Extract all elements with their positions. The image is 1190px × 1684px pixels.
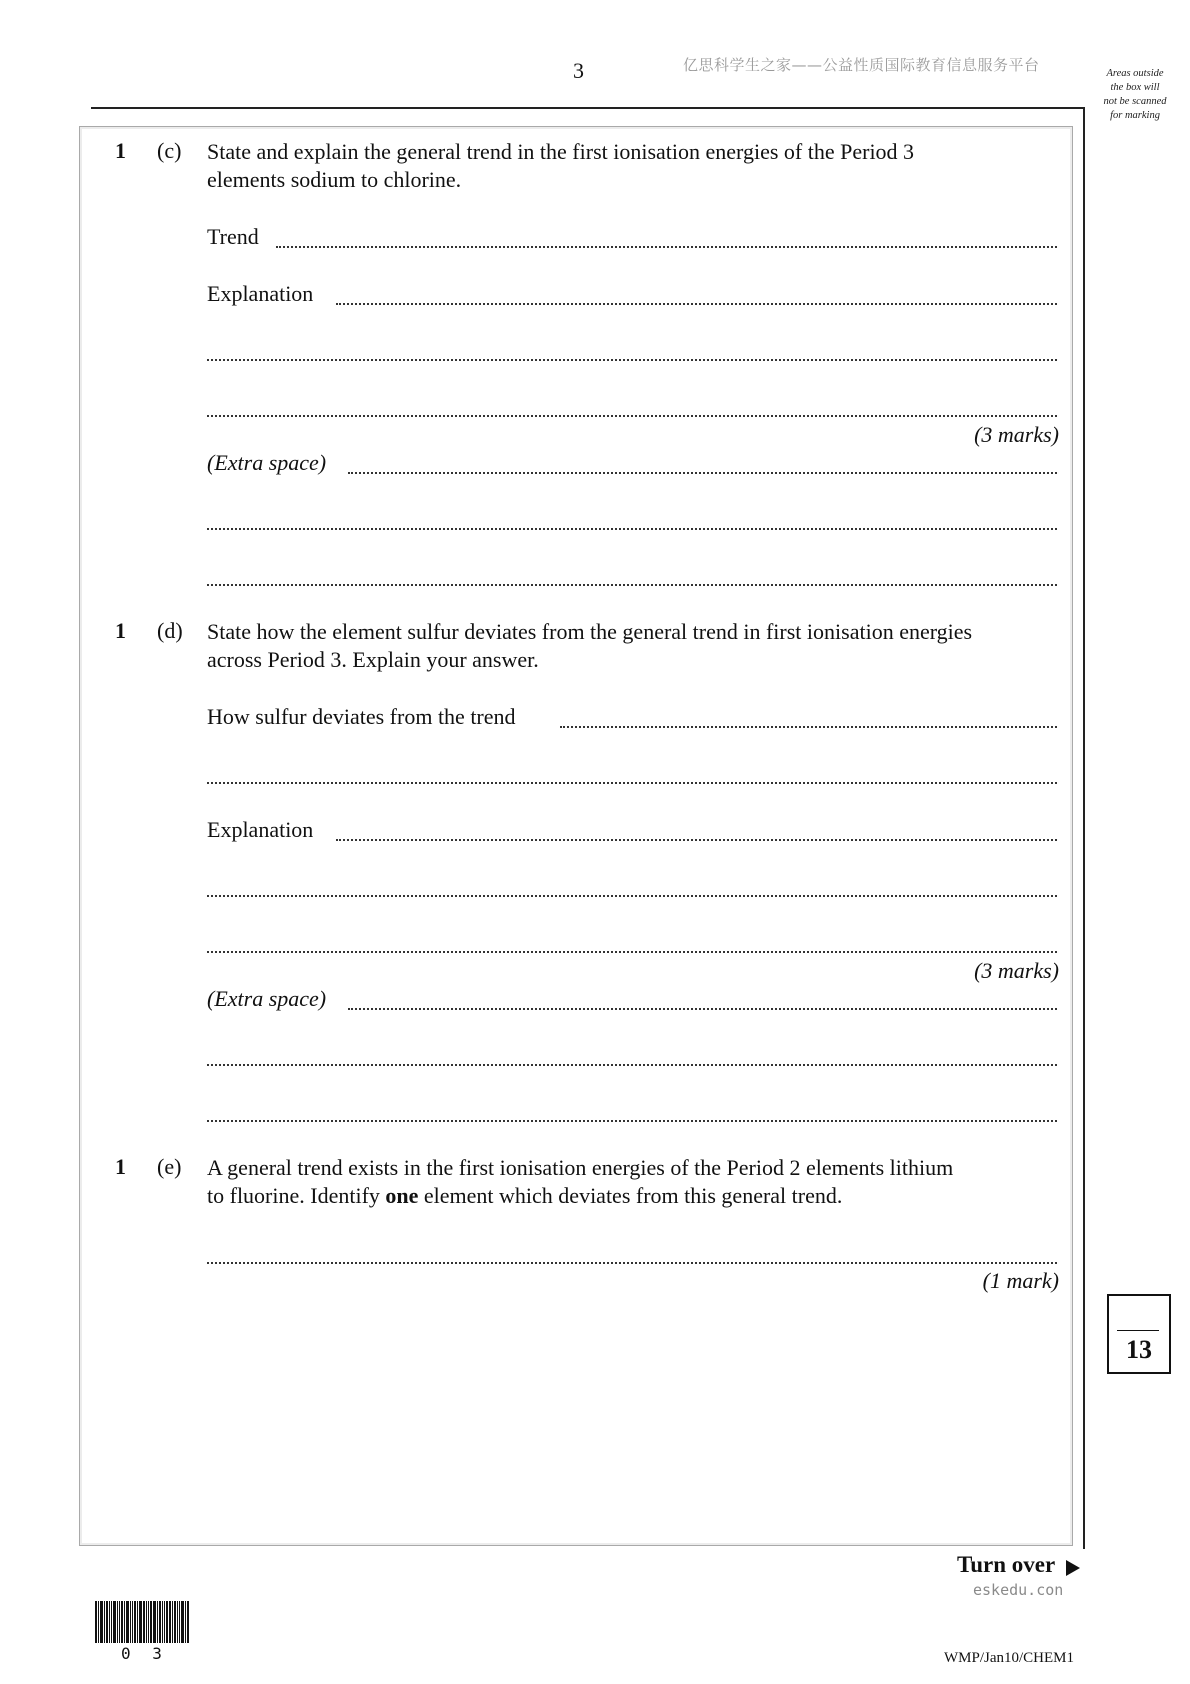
extra-space-label: (Extra space) <box>207 450 327 475</box>
question-text-line <box>207 1182 1057 1210</box>
question-text-segment: element which deviates from this general trend. <box>418 1183 843 1208</box>
question-text-line: State and explain the general trend in the first ionisation energies of the Period 3 <box>207 139 915 164</box>
score-total: 13 <box>1126 1335 1152 1364</box>
areas-note-line: not be scanned <box>1103 96 1167 107</box>
question-number: 1 <box>115 138 126 163</box>
question-part: (c) <box>157 138 182 163</box>
marks-label: (3 marks) <box>974 958 1059 983</box>
answer-line[interactable] <box>207 528 1057 530</box>
question-text-line: elements sodium to chlorine. <box>207 167 462 192</box>
areas-note-line: for marking <box>1110 110 1160 121</box>
answer-line[interactable] <box>207 1064 1057 1066</box>
answer-line[interactable] <box>207 895 1057 897</box>
areas-outside-note <box>1090 67 1180 123</box>
paper-code: WMP/Jan10/CHEM1 <box>944 1650 1075 1666</box>
watermark-text: 亿思科学生之家——公益性质国际教育信息服务平台 <box>683 56 1040 74</box>
answer-line[interactable] <box>207 415 1057 417</box>
answer-line[interactable] <box>276 246 1057 248</box>
question-text-line: across Period 3. Explain your answer. <box>207 647 539 672</box>
turn-over-label: Turn over <box>957 1552 1056 1577</box>
question-number: 1 <box>115 1154 126 1179</box>
question-text-bold: one <box>385 1183 419 1208</box>
margin-rule <box>1083 107 1085 1549</box>
answer-line[interactable] <box>207 1262 1057 1264</box>
question-text-line: State how the element sulfur deviates from the general trend in first ionisation energies <box>207 619 973 644</box>
question-part: (d) <box>157 618 183 643</box>
answer-line[interactable] <box>336 839 1057 841</box>
question-text-line: A general trend exists in the first ionisation energies of the Period 2 elements lithium <box>207 1155 954 1180</box>
answer-line[interactable] <box>207 1120 1057 1122</box>
page-number: 3 <box>573 58 584 83</box>
explanation-label: Explanation <box>207 817 314 842</box>
barcode-icon <box>95 1601 189 1643</box>
answer-line[interactable] <box>207 782 1057 784</box>
marks-label: (1 mark) <box>982 1268 1059 1293</box>
question-text <box>207 138 1057 194</box>
answer-line[interactable] <box>348 472 1057 474</box>
answer-line[interactable] <box>207 584 1057 586</box>
question-text <box>207 1154 1057 1210</box>
extra-space-label: (Extra space) <box>207 986 327 1011</box>
triangle-right-icon <box>1066 1560 1080 1576</box>
score-divider <box>1117 1330 1159 1331</box>
question-text <box>207 618 1057 674</box>
answer-line[interactable] <box>207 951 1057 953</box>
areas-note-line: the box will <box>1110 82 1160 93</box>
answer-line[interactable] <box>336 303 1057 305</box>
question-text-segment: to fluorine. Identify <box>207 1183 386 1208</box>
barcode-number: 0 3 <box>121 1644 168 1663</box>
answer-line[interactable] <box>207 359 1057 361</box>
deviates-label: How sulfur deviates from the trend <box>207 704 516 729</box>
explanation-label: Explanation <box>207 281 314 306</box>
site-watermark: eskedu.con <box>973 1581 1064 1599</box>
answer-line[interactable] <box>560 726 1057 728</box>
question-part: (e) <box>157 1154 182 1179</box>
answer-line[interactable] <box>348 1008 1057 1010</box>
areas-note-line: Areas outside <box>1106 68 1164 79</box>
marks-label: (3 marks) <box>974 422 1059 447</box>
top-rule <box>91 107 1084 109</box>
question-number: 1 <box>115 618 126 643</box>
trend-label: Trend <box>207 224 259 249</box>
